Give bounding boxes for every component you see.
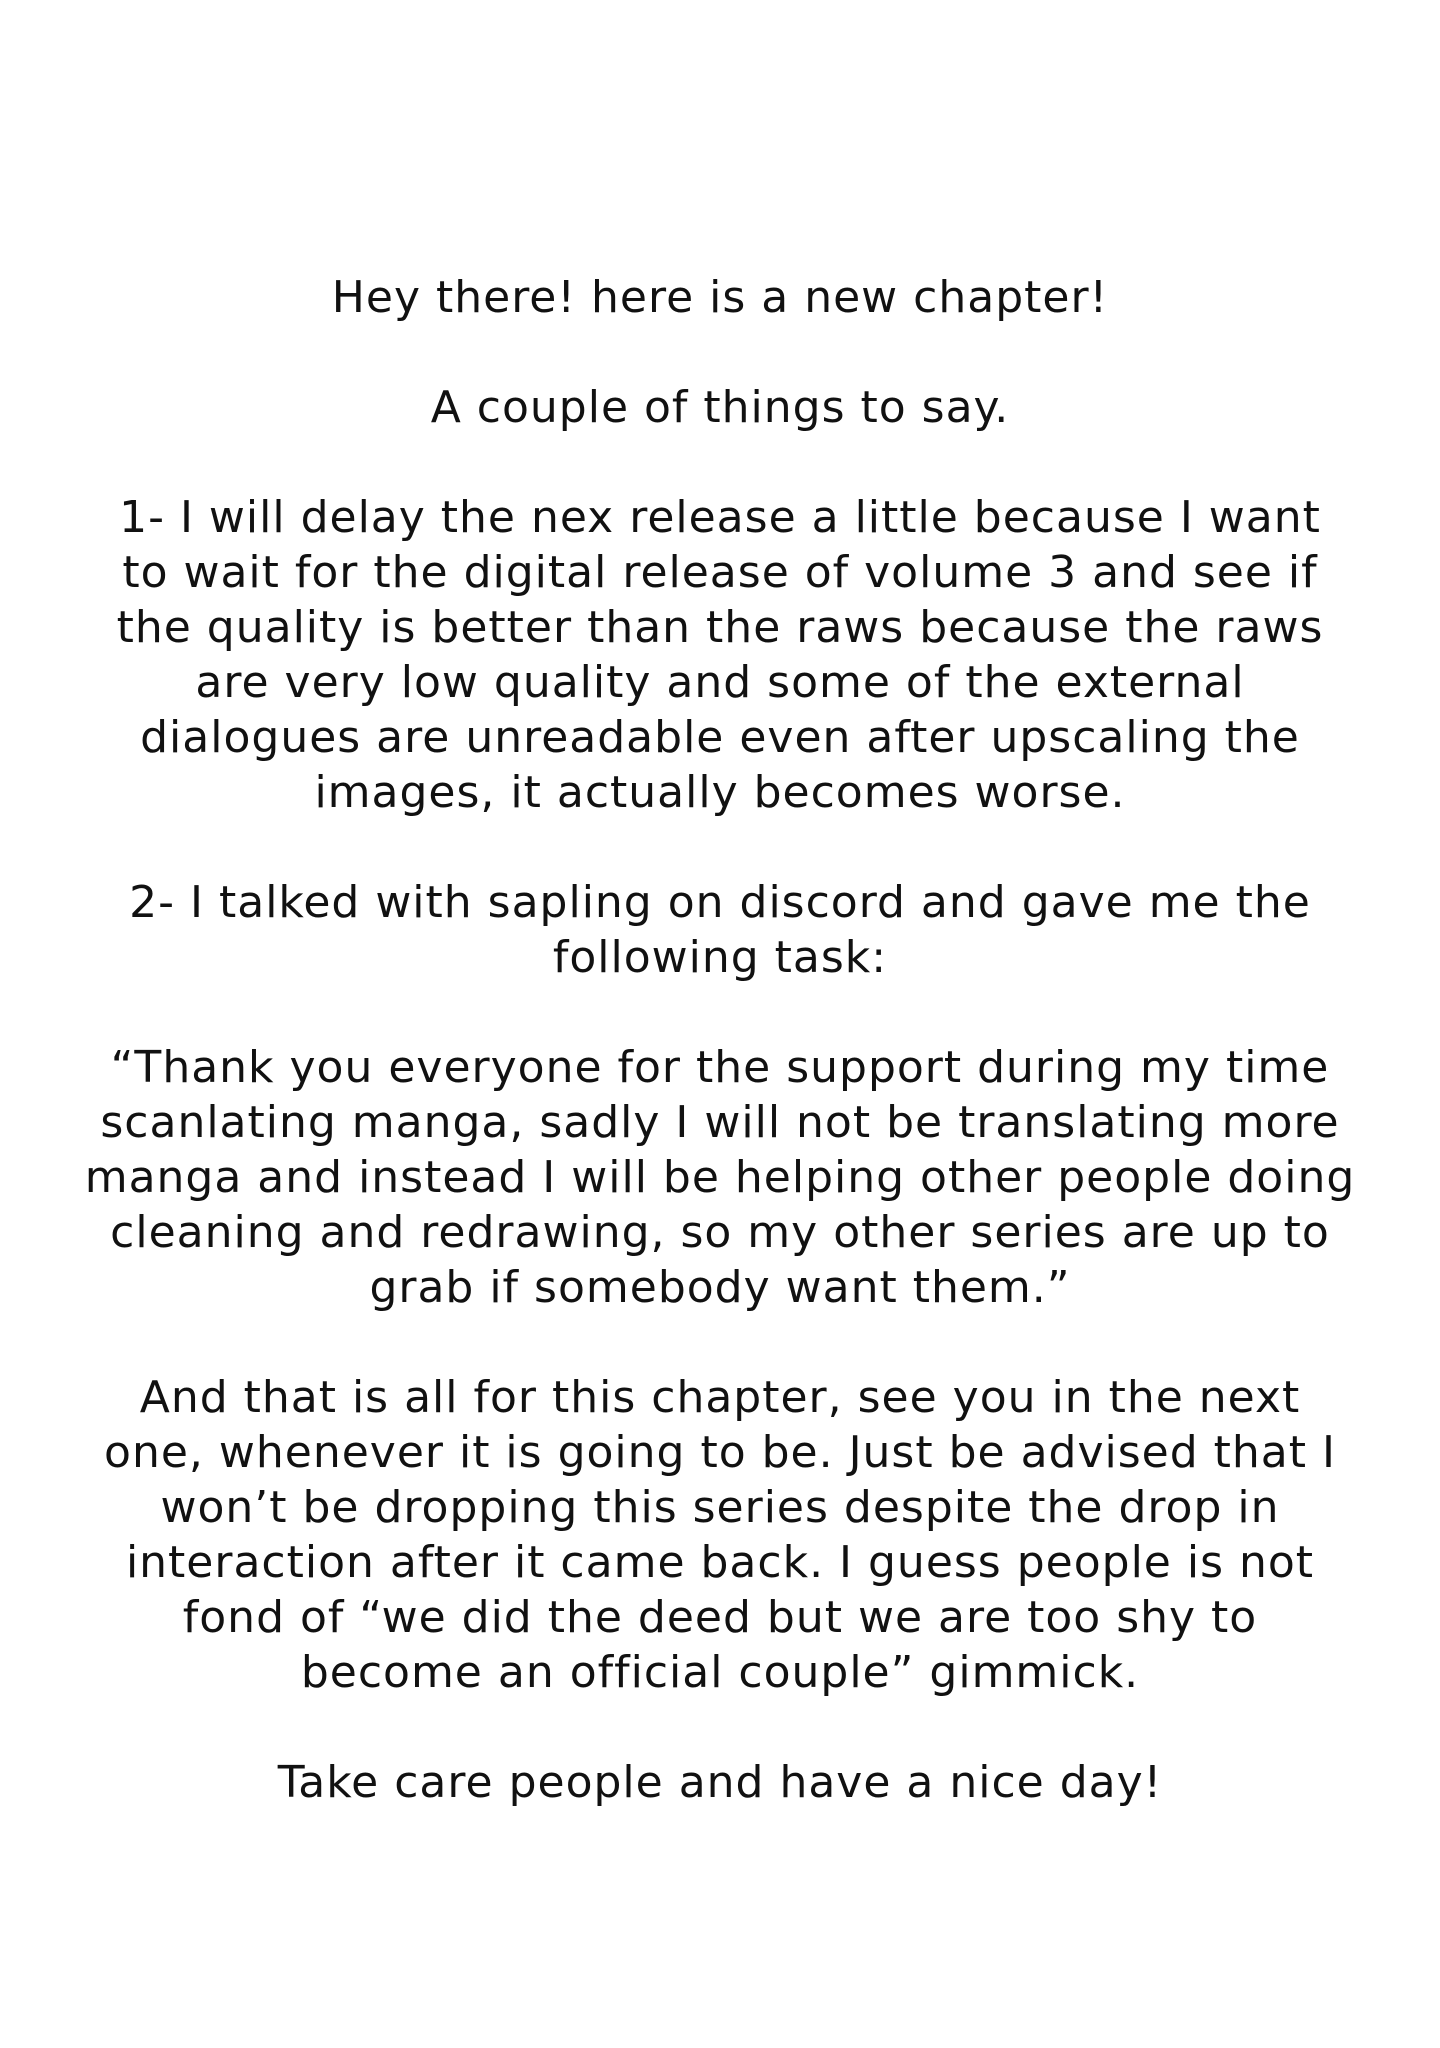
text-line: won’t be dropping this series despite the drop in bbox=[160, 1482, 1280, 1533]
text-line: interaction after it came back. I guess people is not bbox=[125, 1537, 1315, 1588]
text-line: And that is all for this chapter, see you in the next bbox=[139, 1372, 1301, 1423]
text-line: to wait for the digital release of volume 3 and see if bbox=[122, 547, 1318, 598]
text-line: one, whenever it is going to be. Just be advised that I bbox=[104, 1427, 1336, 1478]
text-line: become an official couple” gimmick. bbox=[300, 1647, 1140, 1698]
greeting-paragraph bbox=[40, 270, 1400, 325]
text-line: manga and instead I will be helping other people doing bbox=[84, 1152, 1356, 1203]
intro-paragraph bbox=[40, 380, 1400, 435]
text-line: following task: bbox=[552, 932, 888, 983]
point-two-paragraph bbox=[40, 875, 1400, 985]
text-line: cleaning and redrawing, so my other series are up to bbox=[110, 1207, 1330, 1258]
text-line: 1- I will delay the nex release a little because I want bbox=[119, 492, 1321, 543]
text-line: Take care people and have a nice day! bbox=[277, 1757, 1163, 1808]
text-line: Hey there! here is a new chapter! bbox=[331, 272, 1109, 323]
point-one-paragraph bbox=[40, 490, 1400, 820]
text-line: A couple of things to say. bbox=[430, 382, 1010, 433]
quoted-message-paragraph bbox=[40, 1040, 1400, 1315]
sign-off-paragraph bbox=[40, 1755, 1400, 1810]
text-line: grab if somebody want them.” bbox=[369, 1262, 1071, 1313]
closing-paragraph bbox=[40, 1370, 1400, 1700]
text-line: scanlating manga, sadly I will not be translating more bbox=[100, 1097, 1340, 1148]
text-line: are very low quality and some of the external bbox=[195, 657, 1245, 708]
text-line: 2- I talked with sapling on discord and gave me the bbox=[129, 877, 1311, 928]
text-line: images, it actually becomes worse. bbox=[314, 767, 1126, 818]
text-line: dialogues are unreadable even after upscaling the bbox=[140, 712, 1300, 763]
text-line: the quality is better than the raws because the raws bbox=[116, 602, 1324, 653]
translator-note bbox=[40, 270, 1400, 1810]
text-line: “Thank you everyone for the support during my time bbox=[110, 1042, 1330, 1093]
text-line: fond of “we did the deed but we are too shy to bbox=[182, 1592, 1258, 1643]
